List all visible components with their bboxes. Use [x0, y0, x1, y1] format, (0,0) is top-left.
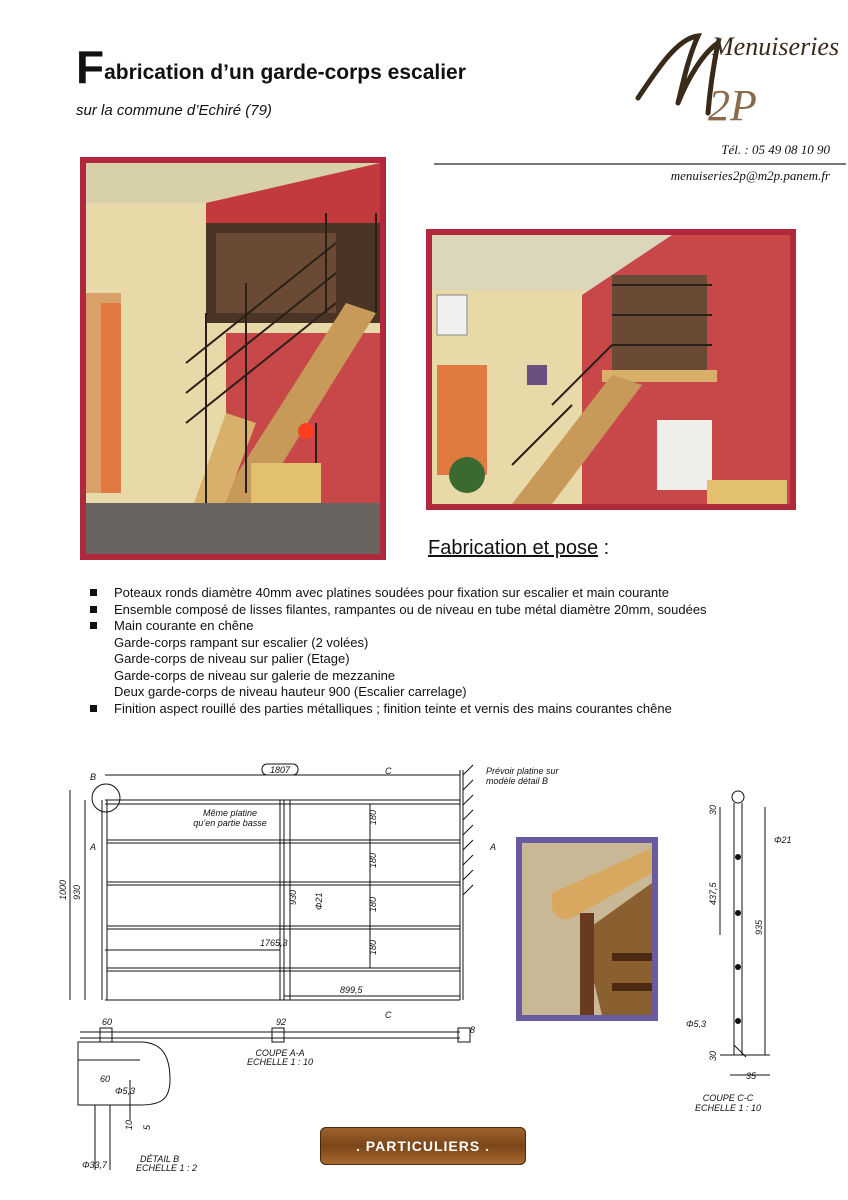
- svg-text:DÉTAIL B: DÉTAIL B: [140, 1154, 180, 1164]
- svg-text:1000: 1000: [58, 879, 68, 900]
- svg-text:COUPE A-A: COUPE A-A: [255, 1048, 305, 1058]
- photo-staircase-2: [426, 229, 796, 510]
- bullet-square-icon: [90, 606, 97, 613]
- svg-text:8: 8: [470, 1025, 476, 1035]
- svg-text:2P: 2P: [708, 81, 757, 128]
- header-divider: [434, 163, 846, 165]
- svg-text:30: 30: [708, 1050, 718, 1061]
- svg-text:180: 180: [368, 852, 378, 868]
- svg-text:C: C: [385, 766, 392, 776]
- bullet-square-icon: [90, 589, 97, 596]
- svg-text:935: 935: [754, 919, 764, 935]
- spec-subitem: Garde-corps rampant sur escalier (2 volées): [114, 634, 369, 650]
- svg-text:30: 30: [708, 804, 718, 815]
- svg-text:180: 180: [368, 896, 378, 912]
- dim-1807: 1807: [269, 765, 291, 775]
- bullet-square-icon: [90, 622, 97, 629]
- section-cc-drawing: [680, 785, 820, 1115]
- svg-text:180: 180: [368, 939, 378, 955]
- logo-wordmark: Menuiseries: [712, 32, 840, 61]
- spec-text: Ensemble composé de lisses filantes, rampantes ou de niveau en tube métal diamètre 20mm, soudées: [114, 601, 707, 617]
- svg-text:35: 35: [746, 1071, 757, 1081]
- spec-item: [88, 602, 828, 619]
- specs-list: [88, 585, 828, 717]
- spec-text: Main courante en chêne: [114, 618, 254, 633]
- page-subtitle: sur la commune d’Echiré (79): [76, 102, 272, 119]
- svg-text:Φ33,7: Φ33,7: [82, 1160, 108, 1170]
- svg-text:Φ5,3: Φ5,3: [115, 1086, 136, 1096]
- photo-handrail: [516, 837, 658, 1021]
- spec-text: Finition aspect rouillé des parties métalliques ; finition teinte et vernis des mains courantes chêne: [114, 700, 672, 716]
- spec-item: [88, 701, 828, 718]
- spec-text: Poteaux ronds diamètre 40mm avec platines soudées pour fixation sur escalier et main courante: [114, 585, 669, 600]
- phone-number: Tél. : 05 49 08 10 90: [721, 142, 830, 157]
- spec-item: [88, 618, 828, 701]
- svg-text:C: C: [385, 1010, 392, 1020]
- svg-text:COUPE C-C: COUPE C-C: [702, 1093, 754, 1103]
- spec-subitem: Garde-corps de niveau sur galerie de mezzanine: [114, 667, 396, 683]
- svg-text:modèle détail B: modèle détail B: [486, 776, 549, 786]
- bullet-square-icon: [90, 705, 97, 712]
- svg-text:10: 10: [124, 1119, 134, 1130]
- section-title: Fabrication et pose :: [428, 537, 610, 559]
- svg-text:Φ21: Φ21: [774, 835, 792, 845]
- svg-text:1765,3: 1765,3: [260, 938, 288, 948]
- spec-subitem: Garde-corps de niveau sur palier (Etage): [114, 651, 350, 666]
- svg-text:180: 180: [368, 809, 378, 825]
- svg-text:60: 60: [100, 1074, 111, 1084]
- svg-text:930: 930: [288, 889, 298, 905]
- svg-text:Même platine: Même platine: [202, 808, 258, 818]
- particuliers-button[interactable]: . PARTICULIERS .: [320, 1127, 526, 1165]
- svg-text:ECHELLE 1 : 10: ECHELLE 1 : 10: [694, 1103, 762, 1113]
- spec-subitem: Deux garde-corps de niveau hauteur 900 (Escalier carrelage): [114, 684, 467, 699]
- email-address[interactable]: menuiseries2p@m2p.panem.fr: [670, 168, 830, 183]
- svg-text:A: A: [490, 842, 497, 852]
- photo-staircase-1: [80, 157, 386, 560]
- svg-text:ECHELLE 1 : 2: ECHELLE 1 : 2: [136, 1163, 198, 1173]
- svg-text:Prévoir platine sur: Prévoir platine sur: [486, 766, 559, 776]
- svg-text:899,5: 899,5: [340, 985, 363, 995]
- svg-text:A: A: [90, 842, 97, 852]
- svg-text:ECHELLE 1 : 10: ECHELLE 1 : 10: [246, 1057, 314, 1067]
- technical-drawing: [50, 760, 570, 1180]
- svg-text:B: B: [90, 772, 97, 782]
- spec-item: [88, 585, 828, 602]
- svg-text:qu’en partie basse: qu’en partie basse: [193, 818, 267, 828]
- svg-text:60: 60: [102, 1017, 113, 1027]
- svg-text:5: 5: [142, 1124, 152, 1130]
- svg-text:Φ21: Φ21: [314, 892, 324, 910]
- page-title: Fabrication d’un garde-corps escalier: [76, 41, 466, 93]
- svg-text:92: 92: [276, 1017, 287, 1027]
- svg-text:437,5: 437,5: [708, 882, 718, 905]
- svg-text:Φ5,3: Φ5,3: [686, 1019, 707, 1029]
- svg-text:930: 930: [72, 884, 82, 900]
